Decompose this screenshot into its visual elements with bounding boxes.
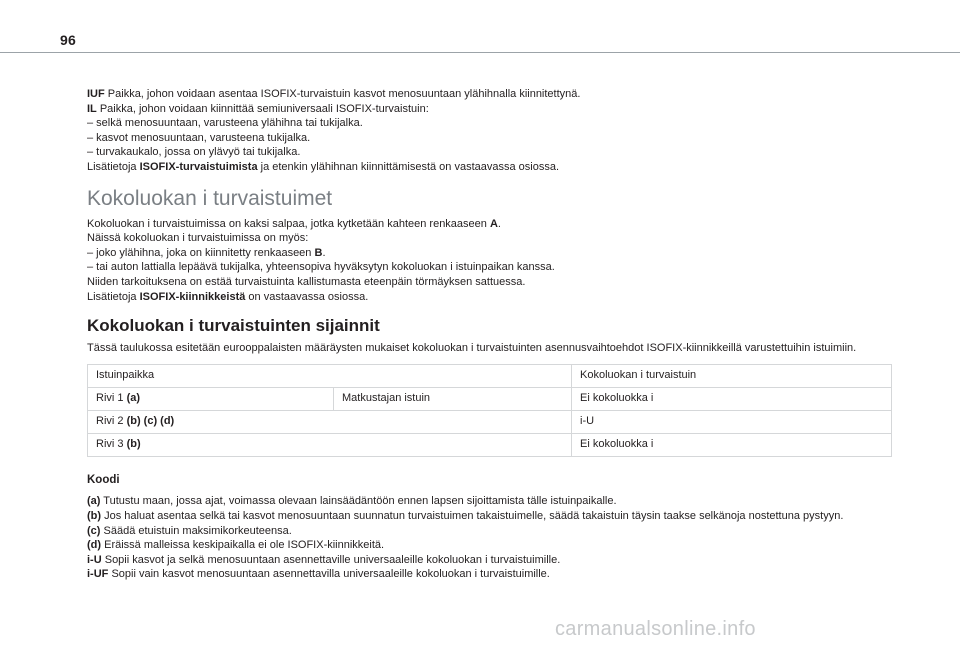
text: . bbox=[322, 246, 326, 259]
i-size-line: Niiden tarkoituksena on estää turvaistuinta kallistumasta eteenpäin törmäyksen sattuessa. bbox=[87, 275, 526, 288]
key-item bbox=[87, 567, 892, 582]
row-code: (b) (c) (d) bbox=[126, 415, 175, 428]
table-row bbox=[88, 410, 892, 433]
key-text: Säädä etuistuin maksimikorkeuteensa. bbox=[100, 524, 292, 537]
text: Kokoluokan i turvaistuimissa on kaksi salpaa, jotka kytketään kahteen renkaaseen bbox=[87, 217, 490, 230]
key-item bbox=[87, 524, 892, 539]
il-text: Paikka, johon voidaan kiinnittää semiuniversaali ISOFIX-turvaistuin: bbox=[96, 102, 429, 115]
section-title-i-size-seats: Kokoluokan i turvaistuimet bbox=[87, 186, 333, 210]
header-cell-child-seat: Kokoluokan i turvaistuin bbox=[572, 364, 892, 387]
reference-link-text: ISOFIX-kiinnikkeistä bbox=[139, 290, 246, 303]
row-value-cell: Ei kokoluokka i bbox=[572, 433, 892, 456]
row-label: Rivi 3 bbox=[96, 438, 127, 451]
iuf-definition bbox=[87, 87, 892, 102]
il-term: IL bbox=[87, 102, 97, 115]
row-label: Rivi 2 bbox=[96, 415, 127, 428]
il-list-item: – kasvot menosuuntaan, varusteena tukijalka. bbox=[87, 131, 311, 144]
i-size-list-item: – tai auton lattialla lepäävä tukijalka, yhteensopiva hyväksytyn kokoluokan i istuinpaikan kanssa. bbox=[87, 261, 555, 274]
key-term: i-UF bbox=[87, 568, 109, 581]
i-size-line bbox=[87, 217, 892, 232]
row-label-cell bbox=[88, 387, 334, 410]
i-size-list-item bbox=[87, 246, 892, 261]
isofix-anchor-reference bbox=[87, 290, 892, 305]
row-sub-cell: Matkustajan istuin bbox=[334, 387, 572, 410]
row-label-cell bbox=[88, 433, 572, 456]
iuf-text: Paikka, johon voidaan asentaa ISOFIX-turvaistuin kasvot menosuuntaan ylähihnalla kiinnitettynä. bbox=[104, 88, 581, 100]
key-item bbox=[87, 509, 892, 524]
row-label-cell bbox=[88, 410, 572, 433]
seat-positions-table bbox=[87, 364, 892, 457]
table-row bbox=[88, 433, 892, 456]
il-list-item: – turvakaukalo, jossa on ylävyö tai tukijalka. bbox=[87, 146, 301, 159]
page-number: 96 bbox=[60, 32, 76, 48]
key-item bbox=[87, 494, 892, 509]
header-divider bbox=[0, 52, 960, 53]
key-item bbox=[87, 538, 892, 553]
row-code: (b) bbox=[126, 438, 141, 451]
table-header-row bbox=[88, 364, 892, 387]
key-item bbox=[87, 553, 892, 568]
key-text: Tutustu maan, jossa ajat, voimassa olevaan lainsäädäntöön ennen lapsen sijoittamista tälle istuinpaikalle. bbox=[100, 495, 617, 508]
key-text: Eräissä malleissa keskipaikalla ei ole ISOFIX-kiinnikkeitä. bbox=[101, 539, 385, 552]
key-text: Sopii vain kasvot menosuuntaan asennettavilla universaaleille kokoluokan i turvaistuimille. bbox=[108, 568, 550, 581]
key-term: (b) bbox=[87, 509, 102, 522]
ring-a-label: A bbox=[489, 217, 498, 230]
row-value-cell: i-U bbox=[572, 410, 892, 433]
reference-suffix: ja etenkin ylähihnan kiinnittämisestä on vastaavassa osiossa. bbox=[257, 160, 560, 173]
row-label: Rivi 1 bbox=[96, 392, 127, 405]
il-list-item: – selkä menosuuntaan, varusteena ylähihna tai tukijalka. bbox=[87, 117, 363, 130]
key-title: Koodi bbox=[87, 473, 120, 486]
key-term: (a) bbox=[87, 495, 101, 508]
key-text: Jos haluat asentaa selkä tai kasvot menosuuntaan suunnatun turvaistuimen takaistuimelle, säädä takaistuin täysin taakse selkänoja nostettuna pystyyn. bbox=[101, 509, 844, 522]
ring-b-label: B bbox=[314, 246, 323, 259]
reference-prefix: Lisätietoja bbox=[87, 290, 140, 303]
il-definition bbox=[87, 102, 892, 117]
i-size-line: Näissä kokoluokan i turvaistuimissa on myös: bbox=[87, 232, 309, 245]
watermark: carmanualsonline.info bbox=[555, 618, 756, 640]
key-term: i-U bbox=[87, 553, 102, 566]
table-description: Tässä taulukossa esitetään eurooppalaisten määräysten mukaiset kokoluokan i turvaistuinten asennusvaihtoehdot ISOFIX-kiinnikkeillä varustettuihin istuimiin. bbox=[87, 342, 857, 355]
reference-suffix: on vastaavassa osiossa. bbox=[245, 290, 369, 303]
page-content bbox=[87, 87, 892, 582]
header-cell-seat: Istuinpaikka bbox=[88, 364, 572, 387]
key-text: Sopii kasvot ja selkä menosuuntaan asennettaville universaaleille kokoluokan i turvaistuimille. bbox=[101, 553, 561, 566]
row-code: (a) bbox=[126, 392, 141, 405]
isofix-reference bbox=[87, 160, 892, 175]
iuf-term: IUF bbox=[87, 88, 105, 100]
reference-link-text: ISOFIX-turvaistuimista bbox=[139, 160, 258, 173]
text: – joko ylähihna, joka on kiinnitetty renkaaseen bbox=[87, 246, 315, 259]
key-term: (d) bbox=[87, 539, 102, 552]
row-value-cell: Ei kokoluokka i bbox=[572, 387, 892, 410]
reference-prefix: Lisätietoja bbox=[87, 160, 140, 173]
table-row bbox=[88, 387, 892, 410]
text: . bbox=[497, 217, 501, 230]
key-term: (c) bbox=[87, 524, 101, 537]
section-title-i-size-positions: Kokoluokan i turvaistuinten sijainnit bbox=[87, 316, 380, 336]
